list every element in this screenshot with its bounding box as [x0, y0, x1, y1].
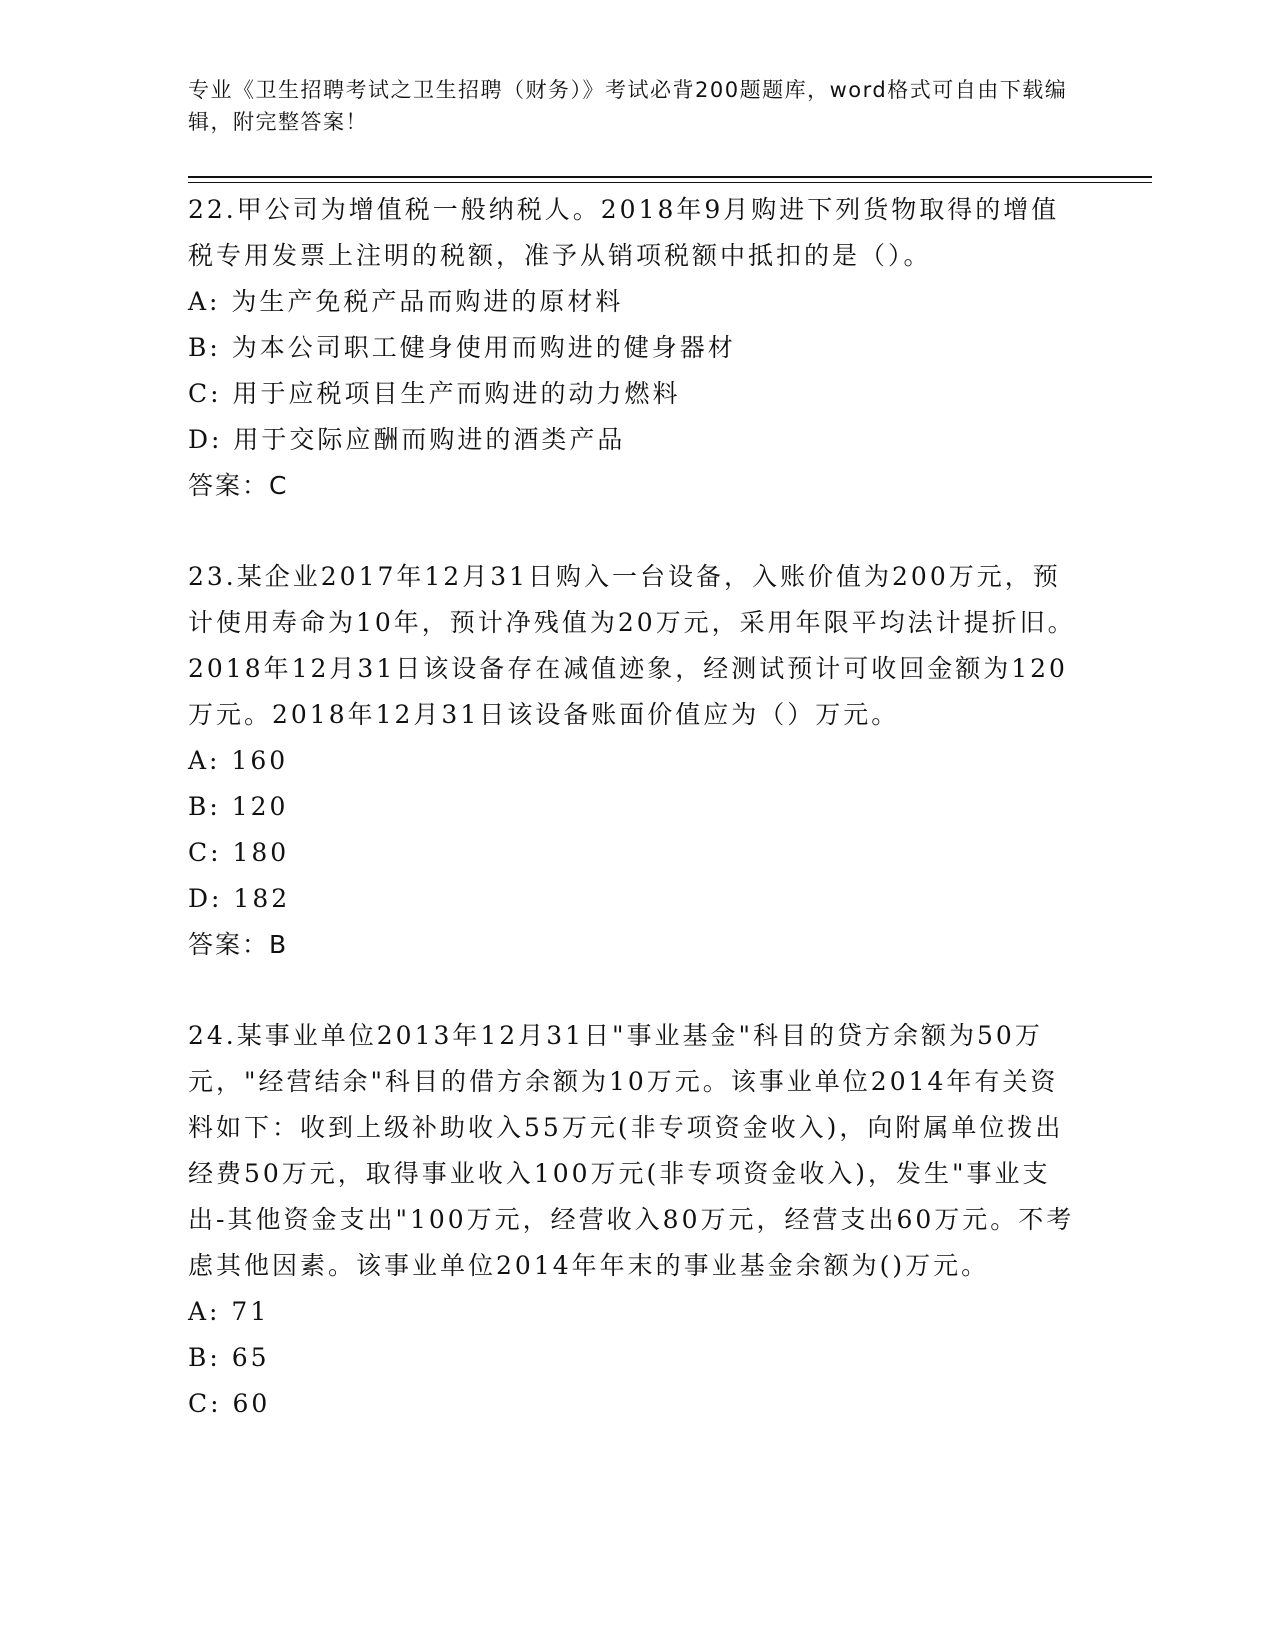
- question-23: [188, 554, 1078, 968]
- question-stem: 24.某事业单位2013年12月31日"事业基金"科目的贷方余额为50万元，"经营结余"科目的借方余额为10万元。该事业单位2014年有关资料如下：收到上级补助收入55万元(非专项资金收入)，向附属单位拨出经费50万元，取得事业收入100万元(非专项资金收入)，发生"事业支出-其他资金支出"100万元，经营收入80万元，经营支出60万元。不考虑其他因素。该事业单位2014年年末的事业基金余额为()万元。: [188, 1021, 1075, 1280]
- option-d: D: 182: [188, 884, 291, 913]
- question-stem: 23.某企业2017年12月31日购入一台设备，入账价值为200万元，预计使用寿命为10年，预计净残值为20万元，采用年限平均法计提折旧。2018年12月31日该设备存在减值迹象，经测试预计可收回金额为120万元。2018年12月31日该设备账面价值应为（）万元。: [188, 562, 1076, 729]
- spacer: [188, 509, 1078, 554]
- header-rule-thick: [188, 176, 1152, 178]
- spacer: [188, 968, 1078, 1013]
- question-stem: 22.甲公司为增值税一般纳税人。2018年9月购进下列货物取得的增值税专用发票上注明的税额，准予从销项税额中抵扣的是（）。: [188, 195, 1060, 270]
- document-header: 专业《卫生招聘考试之卫生招聘（财务）》考试必背200题题库，word格式可自由下载编辑，附完整答案！: [188, 78, 1068, 134]
- option-c: C: 180: [188, 838, 290, 867]
- answer-line: 答案：B: [188, 930, 289, 959]
- option-a: A: 160: [188, 746, 289, 775]
- question-24: [188, 1013, 1078, 1427]
- option-c: C: 60: [188, 1389, 271, 1418]
- question-22: [188, 187, 1078, 509]
- option-a: A: 为生产免税产品而购进的原材料: [188, 287, 624, 316]
- question-list: [188, 187, 1078, 1427]
- option-b: B: 为本公司职工健身使用而购进的健身器材: [188, 333, 736, 362]
- option-a: A: 71: [188, 1297, 270, 1326]
- option-c: C: 用于应税项目生产而购进的动力燃料: [188, 379, 681, 408]
- option-d: D: 用于交际应酬而购进的酒类产品: [188, 425, 626, 454]
- header-rule-thin: [188, 182, 1152, 183]
- option-b: B: 65: [188, 1343, 270, 1372]
- option-b: B: 120: [188, 792, 289, 821]
- answer-line: 答案：C: [188, 471, 289, 500]
